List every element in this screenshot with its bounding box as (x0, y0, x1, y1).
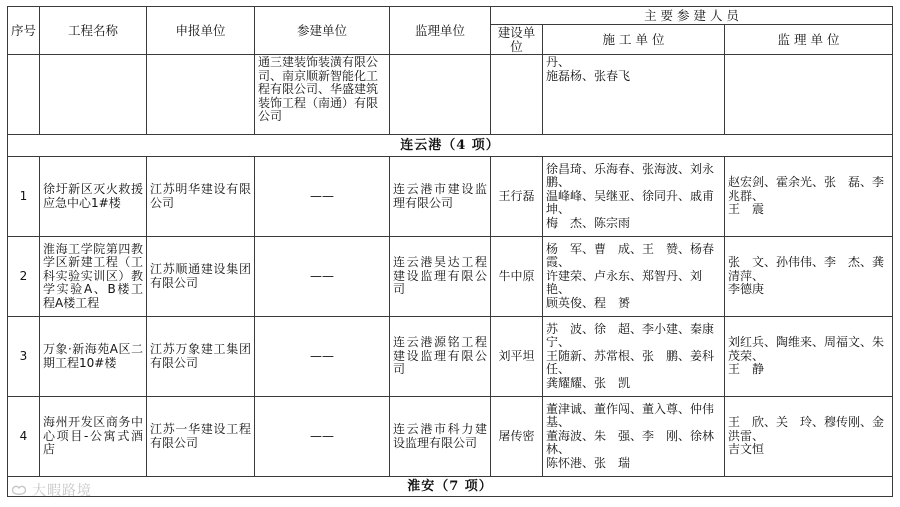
cell-construction: 董津诚、董作闯、董入尊、仲伟基、 董海波、朱 强、李 刚、徐林林、 陈怀港、张 瑞 (543, 397, 725, 477)
watermark (10, 480, 92, 500)
cell-construction: 徐昌琦、乐海春、张海波、刘永鹏、 温峰峰、吴继亚、徐同升、戚甫坤、 梅 杰、陈宗雨 (543, 157, 725, 237)
cell-applicant: 江苏万象建工集团有限公司 (147, 317, 255, 397)
cell-participant: 通三建装饰装潢有限公司、南京顺新智能化工程有限公司、华盛建筑装饰工程（南通）有限公司 (255, 55, 390, 135)
region-header-lianyungang: 连云港（4 项） (8, 135, 893, 157)
cell-builder (491, 55, 543, 135)
cell-supervision: 张 文、孙伟伟、李 杰、龚清萍、 李德庚 (725, 237, 893, 317)
cell-project (40, 55, 147, 135)
cell-seq: 4 (8, 397, 40, 477)
header-supervisor: 监理单位 (390, 7, 491, 55)
cell-participant: —— (255, 237, 390, 317)
watermark-text: 大暇路境 (32, 483, 92, 499)
cell-project: 淮海工学院第四教学区新建工程（工科实验实训区）教学实验A、B楼工程A楼工程 (40, 237, 147, 317)
cell-builder: 王行磊 (491, 157, 543, 237)
cell-seq: 3 (8, 317, 40, 397)
cell-supervision: 赵宏剑、霍余光、张 磊、李兆群、 王 震 (725, 157, 893, 237)
header-project: 工程名称 (40, 7, 147, 55)
header-participant: 参建单位 (255, 7, 390, 55)
cell-builder: 刘平坦 (491, 317, 543, 397)
table-row (8, 237, 893, 317)
header-seq: 序号 (8, 7, 40, 55)
cell-participant: —— (255, 397, 390, 477)
cell-construction: 杨 军、曹 成、王 赞、杨春霞、 许建荣、卢永东、郑智丹、刘 艳、 顾英俊、程 赟 (543, 237, 725, 317)
cell-participant: —— (255, 317, 390, 397)
cell-supervisor: 连云港市科力建设监理有限公司 (390, 397, 491, 477)
table-row (8, 397, 893, 477)
cell-applicant: 江苏一华建设工程有限公司 (147, 397, 255, 477)
table-row-continued (8, 55, 893, 135)
watermark-logo-icon (10, 483, 28, 497)
cell-supervisor: 连云港源铭工程建设监理有限公司 (390, 317, 491, 397)
cell-applicant: 江苏顺通建设集团有限公司 (147, 237, 255, 317)
cell-applicant: 江苏明华建设有限公司 (147, 157, 255, 237)
cell-supervision (725, 55, 893, 135)
header-construction: 施 工 单 位 (543, 25, 725, 55)
cell-supervisor: 连云港市建设监理有限公司 (390, 157, 491, 237)
cell-seq: 1 (8, 157, 40, 237)
cell-builder: 牛中原 (491, 237, 543, 317)
cell-seq: 2 (8, 237, 40, 317)
cell-seq (8, 55, 40, 135)
cell-builder: 屠传密 (491, 397, 543, 477)
header-builder: 建设单位 (491, 25, 543, 55)
header-supervision: 监 理 单 位 (725, 25, 893, 55)
cell-construction: 苏 波、徐 超、李小建、秦康宁、 王随新、苏常根、张 鹏、姜科任、 龚耀耀、张 凯 (543, 317, 725, 397)
table-row (8, 317, 893, 397)
header-main-personnel: 主 要 参 建 人 员 (491, 7, 893, 25)
cell-applicant (147, 55, 255, 135)
region-header-huaian: 淮安（7 项） (8, 477, 893, 497)
award-table (7, 6, 893, 497)
cell-project: 海州开发区商务中心项目-公寓式酒店 (40, 397, 147, 477)
cell-construction: 丹、 施磊杨、张春飞 (543, 55, 725, 135)
cell-supervisor: 连云港昊达工程建设监理有限公司 (390, 237, 491, 317)
cell-supervision: 刘红兵、陶维来、周福文、朱茂荣、 王 静 (725, 317, 893, 397)
cell-participant: —— (255, 157, 390, 237)
cell-supervisor (390, 55, 491, 135)
header-applicant: 申报单位 (147, 7, 255, 55)
table-row (8, 157, 893, 237)
cell-project: 徐圩新区灭火救援应急中心1#楼 (40, 157, 147, 237)
cell-project: 万象·新海苑A区二期工程10#楼 (40, 317, 147, 397)
cell-supervision: 王 欣、关 玲、穆传刚、金洪雷、 吉文恒 (725, 397, 893, 477)
